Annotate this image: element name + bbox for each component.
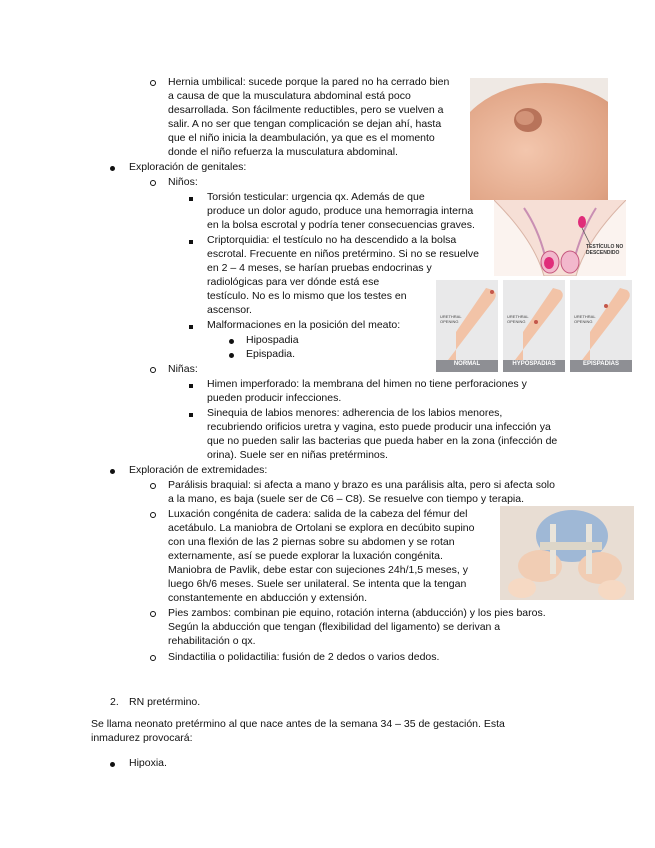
luxacion-line-5: Maniobra de Pavlik, debe estar con sujeciones 24h/1,5 meses, y (168, 564, 469, 576)
intro-line-1: Se llama neonato pretérmino al que nace antes de la semana 34 – 35 de gestación. Esta (91, 718, 505, 730)
list-bullet (229, 348, 234, 362)
list-bullet (189, 319, 193, 333)
pavlik-harness-photo (500, 506, 634, 600)
hernia-line-6: donde el niño refuerza la musculatura abdominal. (168, 146, 398, 158)
torsion-line-1: Torsión testicular: urgencia qx. Además de que (207, 191, 425, 203)
list-bullet (150, 363, 156, 377)
cripto-line-1: Criptorquidia: el testículo no ha descendido a la bolsa (207, 234, 457, 246)
list-bullet (229, 334, 234, 348)
extremidades-heading: Exploración de extremidades: (129, 464, 268, 476)
hipoxia-item: Hipoxia. (129, 757, 167, 769)
paralisis-line-2: a la mano, es baja (suele ser de C6 – C8). Se resuelve con tiempo y terapia. (168, 493, 525, 505)
urethral-label-3: URETHRAL OPENING (574, 314, 596, 324)
ninos-heading: Niños: (168, 176, 198, 188)
hipospadia-item: Hipospadia (246, 334, 299, 346)
list-bullet (110, 161, 115, 175)
meatus-diagrams (436, 280, 632, 372)
paralisis-line-1: Parálisis braquial: si afecta a mano y brazo es una parálisis alta, pero si afecta solo (168, 479, 555, 491)
list-bullet (150, 479, 156, 493)
label-epispadias: EPISPADIAS (583, 361, 619, 367)
list-bullet (110, 464, 115, 478)
hernia-line-2: a causa de que la musculatura abdominal está poco (168, 90, 411, 102)
list-bullet (150, 651, 156, 665)
urethral-label-1: URETHRAL OPENING (440, 314, 462, 324)
intro-line-2: inmadurez provocará: (91, 732, 193, 744)
sinequia-line-4: orina). Suele ser en niñas pretérminos. (207, 449, 388, 461)
sinequia-line-2: recubriendo orificios uretra y vagina, esto puede producir una infección ya (207, 421, 551, 433)
himen-line-1: Himen imperforado: la membrana del himen no tiene perforaciones y (207, 378, 527, 390)
hernia-line-4: salir. A no ser que tengan complicación se dejan ahí, hasta (168, 118, 442, 130)
list-bullet (189, 191, 193, 205)
genitales-heading: Exploración de genitales: (129, 161, 247, 173)
luxacion-line-6: luego 6h/6 meses. Suele ser unilateral. Se intenta que la tengan (168, 578, 467, 590)
sinequia-line-1: Sinequia de labios menores: adherencia de los labios menores, (207, 407, 503, 419)
luxacion-line-3: con una flexión de las 2 piernas sobre su abdomen y se rotan (168, 536, 455, 548)
section-title: RN pretérmino. (129, 696, 201, 708)
torsion-line-2: produce un dolor agudo, produce una hemorragia interna (207, 205, 474, 217)
section-number: 2. (110, 696, 119, 708)
list-bullet (189, 407, 193, 421)
ninas-heading: Niñas: (168, 363, 198, 375)
list-bullet (110, 757, 115, 771)
sinequia-line-3: que no pueden salir las bacterias que pueda haber en la zona (infección de (207, 435, 558, 447)
pies-line-3: rehabilitación o qx. (168, 635, 256, 647)
epispadia-item: Epispadia. (246, 348, 296, 360)
luxacion-line-1: Luxación congénita de cadera: salida de la cabeza del fémur del (168, 508, 468, 520)
testicle-label: TESTÍCULO NO DESCENDIDO (586, 244, 624, 256)
pies-line-2: Según la abducción que tengan (flexibilidad del ligamento) se derivan a (168, 621, 501, 633)
sindactilia-line: Sindactilia o polidactilia: fusión de 2 dedos o varios dedos. (168, 651, 440, 663)
cripto-line-2: escrotal. Frecuente en niños pretérmino. Si no se resuelve (207, 248, 479, 260)
cripto-line-4: radiológicas para ver dónde está ese (207, 276, 380, 288)
list-bullet (150, 508, 156, 522)
luxacion-line-7: constantemente en abducción y extensión. (168, 592, 368, 604)
list-bullet (189, 378, 193, 392)
cripto-line-3: en 2 – 4 meses, se harían pruebas endocrinas y (207, 262, 432, 274)
cripto-line-5: testículo. No es lo mismo que los testes en (207, 290, 407, 302)
list-bullet (150, 76, 156, 90)
urethral-label-2: URETHRAL OPENING (507, 314, 529, 324)
hernia-line-1: Hernia umbilical: sucede porque la pared no ha cerrado bien (168, 76, 450, 88)
hernia-line-5: que el niño inicia la deambulación, ya que es el momento (168, 132, 435, 144)
torsion-line-3: en la bolsa escrotal y podría tener consecuencias graves. (207, 219, 475, 231)
pies-line-1: Pies zambos: combinan pie equino, rotación interna (abducción) y los pies baros. (168, 607, 546, 619)
label-normal: NORMAL (453, 361, 481, 367)
himen-line-2: pueden producir infecciones. (207, 392, 342, 404)
list-bullet (150, 176, 156, 190)
cryptorchidism-diagram (494, 200, 626, 276)
list-bullet (150, 607, 156, 621)
umbilical-hernia-image (470, 78, 608, 200)
hernia-line-3: desarrollada. Son fácilmente reductibles, pero se vuelven a (168, 104, 444, 116)
luxacion-line-4: externamente, así se puede explorar la luxación congénita. (168, 550, 443, 562)
label-hypospadias: HYPOSPADIAS (512, 361, 556, 367)
cripto-line-6: ascensor. (207, 304, 252, 316)
list-bullet (189, 234, 193, 248)
malformaciones-line: Malformaciones en la posición del meato: (207, 319, 401, 331)
luxacion-line-2: acetábulo. La maniobra de Ortolani se explora en decúbito supino (168, 522, 475, 534)
